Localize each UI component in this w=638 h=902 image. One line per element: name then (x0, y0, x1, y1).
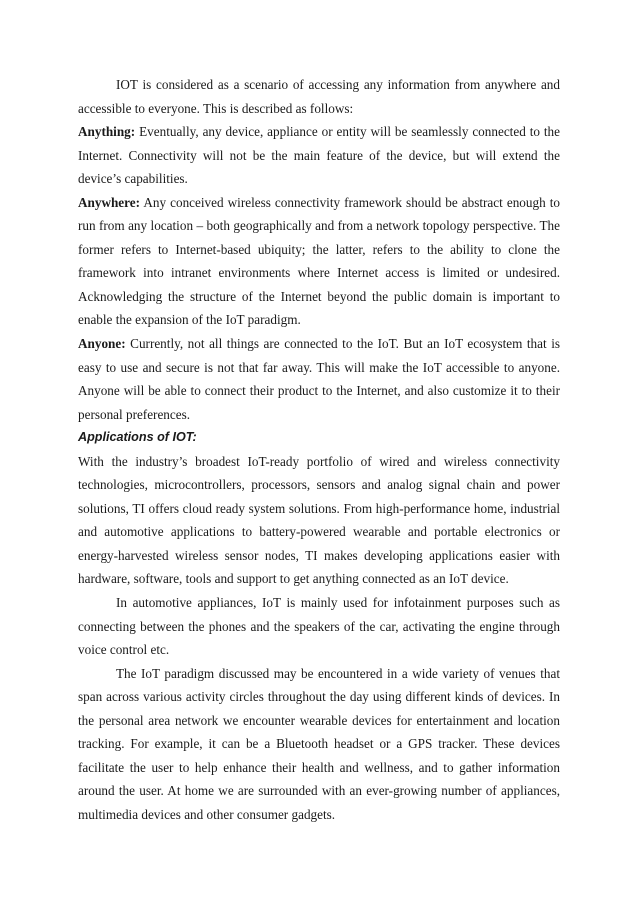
document-page (78, 73, 560, 827)
intro-paragraph: IOT is considered as a scenario of accessing any information from anywhere and accessible to everyone. This is described as follows: (78, 77, 560, 116)
automotive-paragraph: In automotive appliances, IoT is mainly used for infotainment purposes such as connecting between the phones and the speakers of the car, activating the engine through voice control etc. (78, 595, 560, 658)
definition-text: Currently, not all things are connected to the IoT. But an IoT ecosystem that is easy to use and secure is not that far away. This will make the IoT accessible to anyone. Anyone will be able to connect their product to the Internet, and also customize it to their personal preferences. (78, 336, 560, 422)
applications-paragraph: With the industry’s broadest IoT-ready portfolio of wired and wireless connectivity technologies, microcontrollers, processors, sensors and analog signal chain and power solutions, TI offers cloud ready system solutions. From high-performance home, industrial and automotive applications to battery-powered wearable and portable electronics or energy-harvested wireless sensor nodes, TI makes developing applications easier with hardware, software, tools and support to get anything connected as an IoT device. (78, 453, 560, 587)
definition-term: Anywhere: (78, 194, 141, 210)
definition-anyone (78, 332, 560, 426)
definition-text: Eventually, any device, appliance or entity will be seamlessly connected to the Internet. Connectivity will not be the main feature of the device, but will extend the device’s capabilities. (78, 124, 560, 187)
definition-term: Anything: (78, 124, 136, 140)
definition-text: Any conceived wireless connectivity framework should be abstract enough to run from any location – both geographically and from a network topology perspective. The former refers to Internet-based ubiquity; the latter, refers to the ability to clone the framework into intranet environments where Internet access is limited or undesired. Acknowledging the structure of the Internet beyond the public domain is important to enable the expansion of the IoT paradigm. (78, 194, 560, 328)
definition-anything (78, 120, 560, 191)
definition-anywhere (78, 191, 560, 332)
paradigm-paragraph: The IoT paradigm discussed may be encountered in a wide variety of venues that span across various activity circles throughout the day using different kinds of devices. In the personal area network we encounter wearable devices for entertainment and location tracking. For example, it can be a Bluetooth headset or a GPS tracker. These devices facilitate the user to help enhance their health and wellness, and to gather information around the user. At home we are surrounded with an ever-growing number of appliances, multimedia devices and other consumer gadgets. (78, 665, 560, 822)
definition-term: Anyone: (78, 336, 126, 352)
section-heading: Applications of IOT: (78, 430, 197, 445)
